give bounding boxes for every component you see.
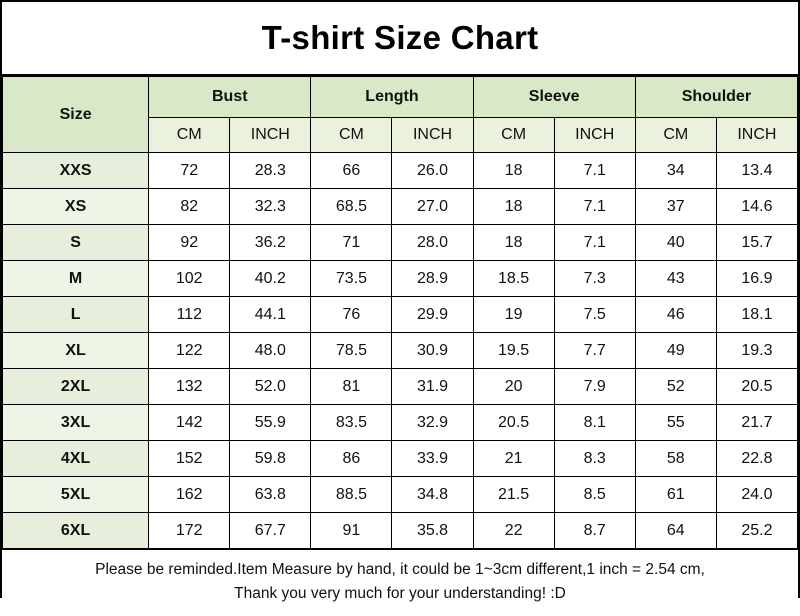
header-group-bust: Bust	[149, 77, 311, 118]
cell-length-inch: 33.9	[392, 441, 473, 477]
cell-bust-cm: 142	[149, 405, 230, 441]
size-chart-table	[2, 76, 798, 549]
cell-shoulder-cm: 43	[635, 261, 716, 297]
cell-sleeve-inch: 7.1	[554, 189, 635, 225]
cell-bust-inch: 63.8	[230, 477, 311, 513]
cell-sleeve-inch: 7.1	[554, 153, 635, 189]
cell-sleeve-cm: 20	[473, 369, 554, 405]
cell-shoulder-inch: 21.7	[716, 405, 797, 441]
cell-bust-cm: 162	[149, 477, 230, 513]
cell-bust-inch: 55.9	[230, 405, 311, 441]
cell-shoulder-cm: 46	[635, 297, 716, 333]
cell-shoulder-inch: 24.0	[716, 477, 797, 513]
cell-bust-cm: 72	[149, 153, 230, 189]
header-unit-sleeve-inch: INCH	[554, 118, 635, 153]
header-unit-length-inch: INCH	[392, 118, 473, 153]
cell-length-inch: 28.9	[392, 261, 473, 297]
row-size-label: XL	[3, 333, 149, 369]
header-size: Size	[3, 77, 149, 153]
cell-length-cm: 88.5	[311, 477, 392, 513]
cell-sleeve-cm: 20.5	[473, 405, 554, 441]
cell-sleeve-cm: 21	[473, 441, 554, 477]
cell-bust-inch: 48.0	[230, 333, 311, 369]
table-row	[3, 153, 798, 189]
cell-length-cm: 68.5	[311, 189, 392, 225]
cell-bust-cm: 122	[149, 333, 230, 369]
table-row	[3, 225, 798, 261]
cell-sleeve-cm: 18.5	[473, 261, 554, 297]
cell-length-inch: 30.9	[392, 333, 473, 369]
cell-shoulder-inch: 25.2	[716, 513, 797, 549]
cell-sleeve-inch: 7.1	[554, 225, 635, 261]
cell-sleeve-cm: 18	[473, 225, 554, 261]
cell-bust-cm: 152	[149, 441, 230, 477]
cell-shoulder-cm: 61	[635, 477, 716, 513]
cell-length-cm: 83.5	[311, 405, 392, 441]
cell-length-inch: 26.0	[392, 153, 473, 189]
header-unit-shoulder-cm: CM	[635, 118, 716, 153]
cell-length-cm: 81	[311, 369, 392, 405]
table-header-groups-row	[3, 77, 798, 118]
cell-bust-inch: 32.3	[230, 189, 311, 225]
header-group-length: Length	[311, 77, 473, 118]
table-row	[3, 333, 798, 369]
cell-bust-inch: 67.7	[230, 513, 311, 549]
header-unit-bust-cm: CM	[149, 118, 230, 153]
cell-shoulder-cm: 40	[635, 225, 716, 261]
cell-length-inch: 27.0	[392, 189, 473, 225]
footer-line-2: Thank you very much for your understanding! :D	[234, 585, 566, 603]
row-size-label: 4XL	[3, 441, 149, 477]
cell-bust-cm: 82	[149, 189, 230, 225]
cell-bust-cm: 112	[149, 297, 230, 333]
table-row	[3, 369, 798, 405]
cell-length-inch: 31.9	[392, 369, 473, 405]
cell-bust-inch: 52.0	[230, 369, 311, 405]
cell-bust-cm: 102	[149, 261, 230, 297]
cell-length-cm: 91	[311, 513, 392, 549]
footer-note	[2, 549, 798, 616]
cell-shoulder-cm: 52	[635, 369, 716, 405]
table-row	[3, 441, 798, 477]
cell-sleeve-inch: 7.5	[554, 297, 635, 333]
cell-shoulder-cm: 58	[635, 441, 716, 477]
cell-sleeve-inch: 7.7	[554, 333, 635, 369]
table-row	[3, 261, 798, 297]
header-group-sleeve: Sleeve	[473, 77, 635, 118]
row-size-label: L	[3, 297, 149, 333]
cell-sleeve-cm: 19	[473, 297, 554, 333]
cell-sleeve-inch: 7.9	[554, 369, 635, 405]
footer-line-1: Please be reminded.Item Measure by hand, it could be 1~3cm different,1 inch = 2.54 cm,	[95, 561, 705, 578]
cell-shoulder-inch: 18.1	[716, 297, 797, 333]
cell-length-inch: 29.9	[392, 297, 473, 333]
row-size-label: 3XL	[3, 405, 149, 441]
cell-bust-cm: 92	[149, 225, 230, 261]
header-group-shoulder: Shoulder	[635, 77, 797, 118]
cell-bust-inch: 36.2	[230, 225, 311, 261]
cell-sleeve-cm: 18	[473, 189, 554, 225]
cell-bust-cm: 172	[149, 513, 230, 549]
cell-shoulder-inch: 16.9	[716, 261, 797, 297]
cell-sleeve-cm: 22	[473, 513, 554, 549]
cell-length-cm: 71	[311, 225, 392, 261]
cell-sleeve-inch: 8.7	[554, 513, 635, 549]
cell-shoulder-cm: 34	[635, 153, 716, 189]
cell-length-inch: 28.0	[392, 225, 473, 261]
row-size-label: 6XL	[3, 513, 149, 549]
cell-length-cm: 86	[311, 441, 392, 477]
cell-bust-inch: 59.8	[230, 441, 311, 477]
header-unit-bust-inch: INCH	[230, 118, 311, 153]
page-title-bar	[2, 2, 798, 76]
cell-sleeve-inch: 8.5	[554, 477, 635, 513]
cell-length-inch: 34.8	[392, 477, 473, 513]
table-row	[3, 513, 798, 549]
header-unit-shoulder-inch: INCH	[716, 118, 797, 153]
cell-bust-inch: 28.3	[230, 153, 311, 189]
cell-shoulder-inch: 20.5	[716, 369, 797, 405]
row-size-label: 2XL	[3, 369, 149, 405]
cell-shoulder-cm: 55	[635, 405, 716, 441]
header-unit-length-cm: CM	[311, 118, 392, 153]
table-row	[3, 189, 798, 225]
page-title: T-shirt Size Chart	[261, 19, 539, 56]
cell-sleeve-cm: 18	[473, 153, 554, 189]
cell-sleeve-cm: 19.5	[473, 333, 554, 369]
cell-length-inch: 32.9	[392, 405, 473, 441]
table-row	[3, 477, 798, 513]
cell-shoulder-inch: 19.3	[716, 333, 797, 369]
header-unit-sleeve-cm: CM	[473, 118, 554, 153]
row-size-label: S	[3, 225, 149, 261]
cell-shoulder-inch: 14.6	[716, 189, 797, 225]
cell-bust-inch: 44.1	[230, 297, 311, 333]
cell-shoulder-cm: 37	[635, 189, 716, 225]
row-size-label: M	[3, 261, 149, 297]
cell-length-cm: 78.5	[311, 333, 392, 369]
cell-sleeve-inch: 7.3	[554, 261, 635, 297]
row-size-label: XXS	[3, 153, 149, 189]
cell-shoulder-inch: 15.7	[716, 225, 797, 261]
cell-shoulder-inch: 22.8	[716, 441, 797, 477]
cell-shoulder-inch: 13.4	[716, 153, 797, 189]
cell-bust-cm: 132	[149, 369, 230, 405]
cell-shoulder-cm: 49	[635, 333, 716, 369]
cell-sleeve-inch: 8.1	[554, 405, 635, 441]
row-size-label: 5XL	[3, 477, 149, 513]
row-size-label: XS	[3, 189, 149, 225]
cell-shoulder-cm: 64	[635, 513, 716, 549]
cell-sleeve-inch: 8.3	[554, 441, 635, 477]
table-row	[3, 297, 798, 333]
cell-length-cm: 76	[311, 297, 392, 333]
cell-length-cm: 66	[311, 153, 392, 189]
cell-length-inch: 35.8	[392, 513, 473, 549]
cell-length-cm: 73.5	[311, 261, 392, 297]
cell-bust-inch: 40.2	[230, 261, 311, 297]
table-body	[3, 153, 798, 549]
table-head	[3, 77, 798, 153]
table-row	[3, 405, 798, 441]
cell-sleeve-cm: 21.5	[473, 477, 554, 513]
